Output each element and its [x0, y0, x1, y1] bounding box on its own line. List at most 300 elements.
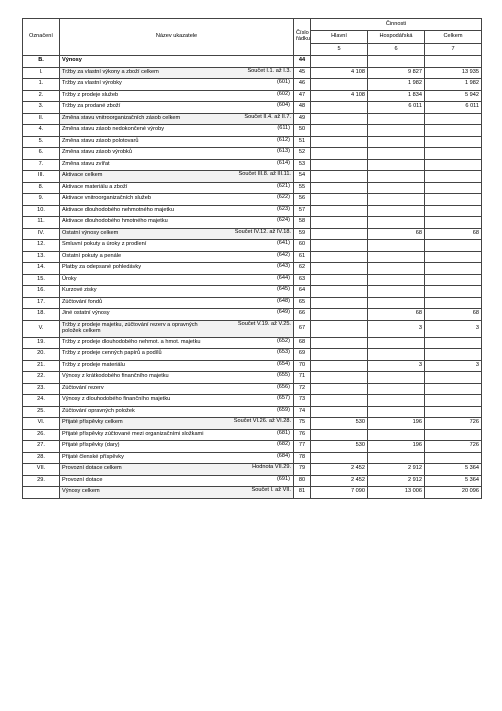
row-name-text: Zúčtování opravných položek — [62, 407, 135, 414]
row-name-text: Jiné ostatní výnosy — [62, 310, 110, 317]
table-row — [23, 349, 482, 361]
row-value-hospodarska — [368, 337, 425, 349]
table-row — [23, 429, 482, 441]
row-value-celkem — [425, 406, 482, 418]
row-name — [60, 205, 294, 217]
row-value-celkem — [425, 395, 482, 407]
row-value-hlavni: 530 — [311, 441, 368, 453]
row-code: 11. — [23, 217, 60, 229]
row-value-hlavni: 2 452 — [311, 475, 368, 487]
row-value-hlavni — [311, 217, 368, 229]
row-sum-formula: Součet V.19. až V.25. — [237, 320, 291, 327]
row-value-hospodarska: 68 — [368, 228, 425, 240]
row-value-hospodarska — [368, 240, 425, 252]
row-value-celkem — [425, 372, 482, 384]
row-name-text: Kurzové zisky — [62, 287, 97, 294]
header-cinnosti: Činnosti — [311, 19, 482, 31]
row-value-celkem: 5 364 — [425, 464, 482, 476]
row-value-celkem: 6 011 — [425, 102, 482, 114]
row-value-hlavni — [311, 383, 368, 395]
row-name — [60, 136, 294, 148]
row-value-hlavni — [311, 263, 368, 275]
table-row — [23, 125, 482, 137]
row-account-ref: (682) — [276, 441, 290, 447]
row-value-celkem: 68 — [425, 228, 482, 240]
row-value-hospodarska: 3 — [368, 360, 425, 372]
table-row — [23, 274, 482, 286]
table-row — [23, 360, 482, 372]
row-cislo: 64 — [294, 286, 311, 298]
row-value-hlavni: 2 452 — [311, 464, 368, 476]
row-name-text: Změna stavu vnitroorganizačních zásob celkem — [62, 114, 181, 121]
row-value-hospodarska — [368, 148, 425, 160]
row-value-hospodarska — [368, 286, 425, 298]
row-code: 19. — [23, 337, 60, 349]
row-value-celkem — [425, 194, 482, 206]
row-code: 2. — [23, 90, 60, 102]
row-sum-formula: Součet I. až VII. — [251, 487, 291, 493]
row-name-text: Přijaté příspěvky zúčtované mezi organizačními složkami — [62, 430, 204, 437]
row-name — [60, 79, 294, 91]
row-name — [60, 228, 294, 240]
row-name — [60, 320, 294, 337]
row-value-hospodarska — [368, 125, 425, 137]
row-value-hospodarska — [368, 395, 425, 407]
table-row — [23, 418, 482, 430]
row-value-hlavni: 4 108 — [311, 90, 368, 102]
row-code: 13. — [23, 251, 60, 263]
row-name — [60, 360, 294, 372]
row-value-celkem — [425, 159, 482, 171]
row-code: 26. — [23, 429, 60, 441]
row-name — [60, 67, 294, 79]
row-cislo: 68 — [294, 337, 311, 349]
row-value-hospodarska: 68 — [368, 309, 425, 321]
row-code: 12. — [23, 240, 60, 252]
row-code: I. — [23, 67, 60, 79]
row-code: 4. — [23, 125, 60, 137]
row-value-hlavni — [311, 113, 368, 125]
row-value-hlavni — [311, 171, 368, 183]
row-code: 7. — [23, 159, 60, 171]
row-value-celkem: 68 — [425, 309, 482, 321]
row-name — [60, 159, 294, 171]
row-account-ref: (652) — [276, 337, 290, 344]
row-value-hlavni — [311, 205, 368, 217]
row-name — [60, 263, 294, 275]
row-value-hospodarska — [368, 171, 425, 183]
row-sum-formula: Součet IV.12. až IV.18. — [234, 228, 291, 235]
row-name — [60, 475, 294, 487]
row-cislo: 46 — [294, 79, 311, 91]
row-cislo: 60 — [294, 240, 311, 252]
row-value-celkem: 726 — [425, 441, 482, 453]
row-cislo: 49 — [294, 113, 311, 125]
table-row — [23, 251, 482, 263]
row-cislo: 51 — [294, 136, 311, 148]
row-name — [60, 406, 294, 418]
row-value-celkem — [425, 286, 482, 298]
row-value-hlavni — [311, 309, 368, 321]
row-account-ref: (655) — [276, 372, 290, 378]
header-col-7: 7 — [425, 44, 482, 56]
row-name — [60, 337, 294, 349]
row-name-text: Aktivace materiálu a zboží — [62, 183, 128, 190]
row-sum-formula: Součet I.1. až I.3. — [247, 67, 291, 74]
table-row — [23, 90, 482, 102]
row-name-text: Tržby z prodeje služeb — [62, 91, 119, 98]
row-account-ref: (602) — [276, 90, 290, 97]
row-name-text: Přijaté členské příspěvky — [62, 453, 124, 460]
row-name — [60, 452, 294, 464]
row-code: 8. — [23, 182, 60, 194]
row-value-celkem — [425, 113, 482, 125]
row-name — [60, 487, 294, 499]
row-cislo: 54 — [294, 171, 311, 183]
row-value-hospodarska — [368, 297, 425, 309]
table-row — [23, 228, 482, 240]
table-row — [23, 148, 482, 160]
row-value-hospodarska — [368, 56, 425, 68]
row-code: 23. — [23, 383, 60, 395]
row-account-ref: (657) — [276, 395, 290, 401]
row-value-hospodarska: 2 912 — [368, 475, 425, 487]
row-value-celkem — [425, 251, 482, 263]
row-value-hlavni — [311, 148, 368, 160]
row-name-text: Tržby z prodeje dlouhodobého nehmot. a hmot. majetku — [62, 338, 201, 345]
row-account-ref: (649) — [276, 309, 290, 315]
row-value-celkem: 3 — [425, 360, 482, 372]
table-row — [23, 67, 482, 79]
row-value-hospodarska — [368, 372, 425, 384]
row-value-hospodarska: 2 912 — [368, 464, 425, 476]
row-cislo: 72 — [294, 383, 311, 395]
row-cislo: 52 — [294, 148, 311, 160]
row-name-text: Aktivace dlouhodobého nehmotného majetku — [62, 206, 174, 213]
row-code: 28. — [23, 452, 60, 464]
row-name — [60, 171, 294, 183]
row-name-text: Aktivace dlouhodobého hmotného majetku — [62, 218, 168, 225]
row-value-hlavni — [311, 159, 368, 171]
row-account-ref: (653) — [276, 349, 290, 355]
row-account-ref: (684) — [276, 452, 290, 459]
row-value-celkem: 5 364 — [425, 475, 482, 487]
row-account-ref: (613) — [276, 148, 290, 154]
row-name-text: Výnosy — [62, 57, 82, 64]
table-row — [23, 159, 482, 171]
table-row — [23, 113, 482, 125]
row-value-hospodarska — [368, 274, 425, 286]
row-value-hlavni — [311, 429, 368, 441]
table-row — [23, 194, 482, 206]
row-name-text: Zúčtování rezerv — [62, 384, 104, 391]
row-value-hlavni — [311, 274, 368, 286]
row-code: 3. — [23, 102, 60, 114]
row-code: 1. — [23, 79, 60, 91]
row-name-text: Tržby z prodeje materiálu — [62, 361, 125, 368]
row-cislo: 58 — [294, 217, 311, 229]
row-name — [60, 372, 294, 384]
row-name — [60, 441, 294, 453]
row-value-celkem: 726 — [425, 418, 482, 430]
row-code: 21. — [23, 360, 60, 372]
row-account-ref: (623) — [276, 205, 290, 212]
header-celkem: Celkem — [425, 31, 482, 44]
row-cislo: 79 — [294, 464, 311, 476]
row-cislo: 44 — [294, 56, 311, 68]
row-code: 17. — [23, 297, 60, 309]
row-name-text: Úroky — [62, 275, 77, 282]
row-code: II. — [23, 113, 60, 125]
row-cislo: 48 — [294, 102, 311, 114]
row-name — [60, 274, 294, 286]
row-value-celkem — [425, 297, 482, 309]
row-cislo: 74 — [294, 406, 311, 418]
row-name-text: Změna stavu zásob polotovarů — [62, 137, 139, 144]
row-name — [60, 125, 294, 137]
table-row — [23, 320, 482, 337]
table-row — [23, 286, 482, 298]
row-value-hlavni — [311, 125, 368, 137]
table-row — [23, 309, 482, 321]
row-name-text: Tržby za vlastní výkony a zboží celkem — [62, 68, 159, 75]
row-account-ref: (643) — [276, 263, 290, 269]
row-cislo: 53 — [294, 159, 311, 171]
row-value-celkem: 13 935 — [425, 67, 482, 79]
row-name — [60, 240, 294, 252]
row-name-text: Změna stavu zásob výrobků — [62, 149, 132, 156]
row-value-hlavni: 4 108 — [311, 67, 368, 79]
row-value-hospodarska — [368, 182, 425, 194]
table-row — [23, 56, 482, 68]
row-name-text: Tržby z prodeje cenných papírů a podílů — [62, 350, 162, 357]
row-value-hospodarska: 1 834 — [368, 90, 425, 102]
row-cislo: 62 — [294, 263, 311, 275]
table-row — [23, 383, 482, 395]
row-cislo: 81 — [294, 487, 311, 499]
row-code: IV. — [23, 228, 60, 240]
row-name-text: Ostatní výnosy celkem — [62, 229, 119, 236]
row-cislo: 47 — [294, 90, 311, 102]
row-account-ref: (656) — [276, 383, 290, 390]
row-value-hospodarska — [368, 194, 425, 206]
row-account-ref: (621) — [276, 182, 290, 189]
row-code: 18. — [23, 309, 60, 321]
row-name-text: Výnosy celkem — [62, 488, 100, 495]
table-row — [23, 406, 482, 418]
row-cislo: 66 — [294, 309, 311, 321]
row-name — [60, 464, 294, 476]
row-value-hospodarska — [368, 349, 425, 361]
row-value-hlavni — [311, 320, 368, 337]
row-value-hlavni — [311, 182, 368, 194]
row-name-text: Smluvní pokuty a úroky z prodlení — [62, 241, 147, 248]
row-name — [60, 286, 294, 298]
row-value-hospodarska — [368, 113, 425, 125]
row-value-hospodarska: 13 006 — [368, 487, 425, 499]
row-cislo: 55 — [294, 182, 311, 194]
row-cislo: 73 — [294, 395, 311, 407]
row-sum-formula: Součet VI.26. až VI.28. — [233, 418, 291, 424]
row-value-celkem — [425, 182, 482, 194]
row-code: 10. — [23, 205, 60, 217]
row-value-hospodarska: 6 011 — [368, 102, 425, 114]
row-value-hlavni — [311, 337, 368, 349]
row-value-hospodarska — [368, 263, 425, 275]
row-value-hospodarska: 1 982 — [368, 79, 425, 91]
row-name — [60, 383, 294, 395]
row-value-hospodarska — [368, 217, 425, 229]
row-value-hlavni — [311, 136, 368, 148]
row-value-celkem — [425, 429, 482, 441]
row-value-celkem — [425, 217, 482, 229]
row-account-ref: (691) — [276, 475, 290, 482]
row-account-ref: (659) — [276, 406, 290, 413]
row-name — [60, 251, 294, 263]
row-account-ref: (604) — [276, 102, 290, 108]
row-name-text: Provozní dotace celkem — [62, 465, 122, 472]
row-value-hlavni — [311, 79, 368, 91]
row-value-hlavni — [311, 452, 368, 464]
row-code: 9. — [23, 194, 60, 206]
row-name-text: Zúčtování fondů — [62, 298, 103, 305]
row-value-celkem — [425, 125, 482, 137]
table-row — [23, 297, 482, 309]
row-name — [60, 56, 294, 68]
row-value-celkem — [425, 263, 482, 275]
row-name — [60, 349, 294, 361]
row-value-celkem — [425, 136, 482, 148]
row-value-hlavni — [311, 286, 368, 298]
table-row — [23, 217, 482, 229]
row-account-ref: (681) — [276, 429, 290, 436]
row-code: 15. — [23, 274, 60, 286]
row-name-text: Přijaté příspěvky (dary) — [62, 442, 120, 449]
table-row — [23, 182, 482, 194]
row-cislo: 78 — [294, 452, 311, 464]
row-value-celkem — [425, 56, 482, 68]
row-name — [60, 102, 294, 114]
revenue-table — [22, 18, 482, 499]
row-value-celkem — [425, 383, 482, 395]
row-name-text: Tržby za prodané zboží — [62, 103, 121, 110]
row-code: 5. — [23, 136, 60, 148]
header-hlavni: Hlavní — [311, 31, 368, 44]
row-cislo: 77 — [294, 441, 311, 453]
row-value-hlavni — [311, 395, 368, 407]
row-value-celkem — [425, 349, 482, 361]
row-value-hospodarska: 3 — [368, 320, 425, 337]
table-row — [23, 171, 482, 183]
row-value-hospodarska — [368, 383, 425, 395]
row-account-ref: (624) — [276, 217, 290, 223]
row-account-ref: (611) — [277, 125, 290, 131]
table-row — [23, 475, 482, 487]
row-value-hospodarska — [368, 452, 425, 464]
row-name-text: Přijaté příspěvky celkem — [62, 419, 123, 426]
row-name-text: Tržby z prodeje majetku, zúčtování rezerv a opravných položek celkem — [62, 321, 198, 334]
row-account-ref: (654) — [276, 360, 290, 367]
row-value-hospodarska — [368, 429, 425, 441]
row-sum-formula: Součet III.8. až III.11. — [238, 171, 291, 177]
row-value-hlavni — [311, 228, 368, 240]
row-code: 6. — [23, 148, 60, 160]
row-name-text: Tržby za vlastní výrobky — [62, 80, 122, 87]
row-name-text: Aktivace vnitroorganizačních služeb — [62, 195, 151, 202]
row-value-hospodarska — [368, 205, 425, 217]
row-value-hospodarska: 196 — [368, 418, 425, 430]
row-cislo: 50 — [294, 125, 311, 137]
row-value-celkem — [425, 337, 482, 349]
row-account-ref: (614) — [276, 159, 290, 166]
row-name-text: Platby za odepsané pohledávky — [62, 264, 141, 271]
row-name — [60, 217, 294, 229]
row-name — [60, 395, 294, 407]
row-value-hospodarska — [368, 136, 425, 148]
row-value-celkem — [425, 205, 482, 217]
header-hospodarska: Hospodářská — [368, 31, 425, 44]
row-code: B. — [23, 56, 60, 68]
row-value-celkem: 5 942 — [425, 90, 482, 102]
row-account-ref: (601) — [276, 79, 290, 85]
row-name — [60, 90, 294, 102]
row-name — [60, 418, 294, 430]
row-cislo: 70 — [294, 360, 311, 372]
table-row — [23, 372, 482, 384]
table-row — [23, 487, 482, 499]
row-cislo: 56 — [294, 194, 311, 206]
row-name — [60, 297, 294, 309]
row-code: 16. — [23, 286, 60, 298]
table-row — [23, 136, 482, 148]
header-col-5: 5 — [311, 44, 368, 56]
row-name — [60, 148, 294, 160]
row-cislo: 76 — [294, 429, 311, 441]
row-value-celkem — [425, 171, 482, 183]
row-name-text: Ostatní pokuty a penále — [62, 252, 122, 259]
row-value-celkem — [425, 452, 482, 464]
row-value-hlavni — [311, 297, 368, 309]
row-name — [60, 113, 294, 125]
row-code: 29. — [23, 475, 60, 487]
row-name-text: Výnosy z dlouhodobého finančního majetku — [62, 396, 171, 403]
row-code: VI. — [23, 418, 60, 430]
table-row — [23, 464, 482, 476]
row-account-ref: (645) — [276, 286, 290, 292]
row-cislo: 69 — [294, 349, 311, 361]
row-code: 25. — [23, 406, 60, 418]
row-value-hospodarska — [368, 251, 425, 263]
row-value-hlavni — [311, 56, 368, 68]
row-value-hospodarska — [368, 406, 425, 418]
table-row — [23, 102, 482, 114]
row-value-hlavni: 530 — [311, 418, 368, 430]
row-account-ref: (612) — [276, 136, 290, 143]
row-name-text: Výnosy z krátkodobého finančního majetku — [62, 373, 169, 380]
row-name-text: Aktivace celkem — [62, 172, 103, 179]
row-cislo: 75 — [294, 418, 311, 430]
row-name — [60, 309, 294, 321]
row-cislo: 71 — [294, 372, 311, 384]
row-name-text: Změna stavu zásob nedokončené výroby — [62, 126, 164, 133]
table-row — [23, 240, 482, 252]
table-row — [23, 79, 482, 91]
header-col-6: 6 — [368, 44, 425, 56]
row-code: 27. — [23, 441, 60, 453]
row-value-celkem: 3 — [425, 320, 482, 337]
row-value-hlavni — [311, 406, 368, 418]
row-name — [60, 429, 294, 441]
